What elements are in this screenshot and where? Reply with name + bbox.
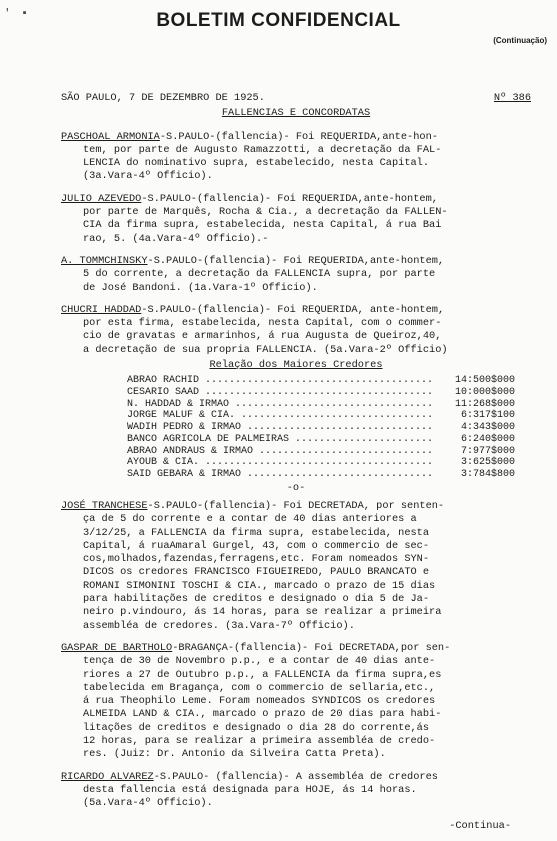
entry-chucri-haddad: CHUCRI HADDAD-S.PAULO-(fallencia)- Foi REQUERIDA, ante-hontem, por esta firma, estabelecida, nesta Capital, com o commer- cio de gravatas e armarinhos, á rua Augusta de Queiroz,40, a decretação de sua propria FALLENCIA. (5a.Vara-2º Officio) — [61, 303, 448, 356]
entry-jose-tranchese: JOSÉ TRANCHESE-S.PAULO-(fallencia)- Foi DECRETADA, por senten- ça de 5 do corrente e a contar de 40 dias anteriores a 3/12/25, a FALLENCIA da firma supra, estabelecida, nesta Capital, á ruaAmaral Gurgel, 43, com o commercio de sec- cos,molhados,fazendas,ferragens,etc. Foram nomeados SYN- DICOS os credores FRANCISCO FIGUEIREDO, PAULO BRANCATO e ROMANI SIMONINI TOSCHI & CIA., marcado o prazo de 15 dias para habilitações de creditos e designado o dia 5 de Ja- neiro p.vindouro, ás 14 horas, para se realizar a primeira assembléa de credores. (3a.Vara-7º Officio). — [61, 499, 445, 632]
creditor-row: N. HADDAD & IRMÃO ..... 11:268$000 — [127, 399, 515, 411]
entry-name: A. TOMMCHINSKY — [61, 254, 148, 267]
separator: -o- — [286, 481, 306, 494]
continuation-label: (Continuação) — [493, 36, 547, 45]
creditors-list — [61, 375, 531, 480]
date-line — [61, 92, 531, 105]
creditor-row: WADIH PEDRO & IRMÃO ..... 4:343$000 — [127, 422, 515, 434]
entry-name: CHUCRI HADDAD — [61, 303, 142, 316]
document-body — [61, 92, 531, 833]
entry-name: PASCHOAL ARMONIA — [61, 130, 160, 143]
continua-footer: -Continua- — [449, 819, 511, 832]
corner-marks: ' ▪ — [4, 8, 30, 20]
creditor-row: SAID GEBARA & IRMÃO ..... 3:784$800 — [127, 469, 515, 481]
creditor-row: AYOUB & CIA. ..... 3:625$000 — [127, 457, 515, 469]
entry-julio-azevedo: JULIO AZEVEDO-S.PAULO-(fallencia)- Foi REQUERIDA,ante-hontem, por parte de Marquês, Rocha & Cia., a decretação da FALLEN- CIA da firma supra, estabelecida, nesta Capital, á rua Bai rao, 5. (4a.Vara-4º Officio).- — [61, 192, 448, 245]
creditor-row: JORGE MALUF & CIA. ..... 6:317$100 — [127, 410, 515, 422]
entry-ricardo-alvarez: RICARDO ALVAREZ-S.PAULO- (fallencia)- A assembléa de credores desta fallencia está designada para HOJE, ás 14 horas. (5a.Vara-4º Officio). — [61, 770, 438, 810]
creditor-row: ABRÃO ANDRAUS & IRMÃO ..... 7:977$000 — [127, 446, 515, 458]
entry-gaspar-de-bartholo: GASPAR DE BARTHOLO-BRAGANÇA-(fallencia)- Foi DECRETADA,por sen- tença de 30 de Novembro p.p., e a contar de 40 dias ante- riores a 27 de Outubro p.p., a FALLENCIA da firma supra,es tabelecida em Bragança, com o commercio de sellaria,etc., á rua Theophilo Leme. Foram nomeados SYNDICOS os credores ALMEIDA LAND & CIA., marcado o prazo de 20 dias para habi- litações de creditos e designado o dia 28 do corrente,ás 12 horas, para se realizar a primeira assembléa de credo- res. (Juiz: Dr. Antonio da Silveira Catta Preta). — [61, 641, 451, 761]
entry-name: JOSÉ TRANCHESE — [61, 499, 148, 512]
entry-name: JULIO AZEVEDO — [61, 192, 142, 205]
bulletin-number: Nº 386 — [493, 92, 531, 104]
creditor-row: ABRÃO RACHID ..... 14:500$000 — [127, 375, 515, 387]
entry-name: GASPAR DE BARTHOLO — [61, 641, 173, 654]
place-date: SÃO PAULO, 7 DE DEZEMBRO DE 1925. — [61, 92, 265, 104]
creditor-row: CESARIO SAAD ..... 10:000$000 — [127, 387, 515, 399]
section-title: FALLENCIAS E CONCORDATAS — [221, 107, 371, 120]
entry-paschoal-armonia: PASCHOAL ARMONIA-S.PAULO-(fallencia)- Foi REQUERIDA,ante-hon- tem, por parte de Augusto Ramazzotti, a decretação da FAL- LENCIA do nominativo supra, estabelecido, nesta Capital. (3a.Vara-4º Officio). — [61, 130, 442, 183]
entry-a-tommchinsky: A. TOMMCHINSKY-S.PAULO-(fallencia)- Foi REQUERIDA,ante-hontem, 5 do corrente, a decretação da FALLENCIA supra, por parte de José Bandoni. (1a.Vara-1º Officio). — [61, 254, 445, 294]
bulletin-title: BOLETIM CONFIDENCIAL — [156, 10, 401, 31]
creditors-heading: Relação dos Maiores Credores — [209, 359, 383, 372]
entry-name: RICARDO ALVAREZ — [61, 770, 154, 783]
creditor-row: BANCO AGRICOLA DE PALMEIRAS ..... 6:240$000 — [127, 434, 515, 446]
